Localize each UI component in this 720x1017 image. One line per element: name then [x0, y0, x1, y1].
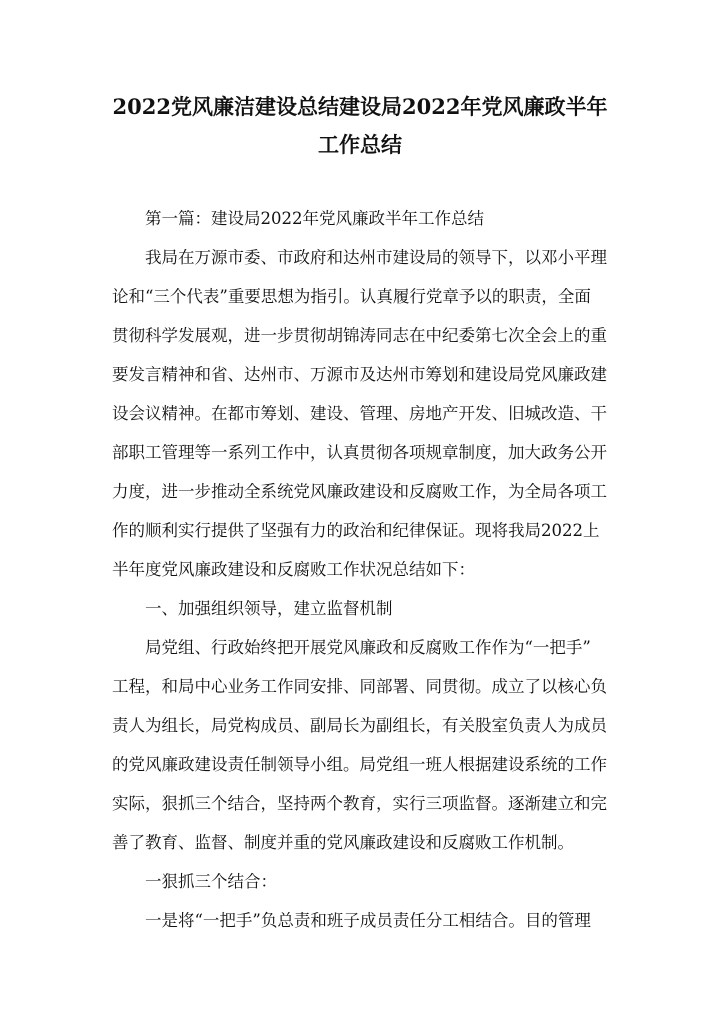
paragraph-line: 部职工管理等一系列工作中，认真贯彻各项规章制度，加大政务公开 [112, 443, 607, 462]
paragraph-line: 工程，和局中心业务工作同安排、同部署、同贯彻。成立了以核心负 [112, 677, 607, 696]
paragraph-line: 责人为组长，局党构成员、副局长为副组长，有关股室负责人为成员 [112, 716, 607, 735]
section-heading: 第一篇：建设局2022年党风廉政半年工作总结 [145, 209, 484, 228]
paragraph-line: 我局在万源市委、市政府和达州市建设局的领导下，以邓小平理 [145, 248, 607, 267]
paragraph-line: 贯彻科学发展观，进一步贯彻胡锦涛同志在中纪委第七次全会上的重 [112, 326, 607, 345]
paragraph-line: 力度，进一步推动全系统党风廉政建设和反腐败工作，为全局各项工 [112, 482, 607, 501]
paragraph-line: 一是将“一把手”负总责和班子成员责任分工相结合。目的管理 [145, 911, 591, 930]
list-heading: 一狠抓三个结合： [145, 872, 277, 891]
paragraph-line: 作的顺利实行提供了坚强有力的政治和纪律保证。现将我局2022上 [112, 521, 600, 540]
paragraph-line: 论和“三个代表”重要思想为指引。认真履行党章予以的职责，全面 [112, 287, 591, 306]
paragraph-line: 的党风廉政建设责任制领导小组。局党组一班人根据建设系统的工作 [112, 755, 607, 774]
paragraph-line: 半年度党风廉政建设和反腐败工作状况总结如下： [112, 560, 475, 579]
subsection-heading: 一、加强组织领导，建立监督机制 [145, 599, 393, 618]
paragraph-line: 局党组、行政始终把开展党风廉政和反腐败工作作为“一把手” [145, 638, 591, 657]
paragraph-line: 设会议精神。在都市筹划、建设、管理、房地产开发、旧城改造、干 [112, 404, 607, 423]
title-line-2: 工作总结 [318, 132, 402, 157]
paragraph-line: 善了教育、监督、制度并重的党风廉政建设和反腐败工作机制。 [112, 833, 574, 852]
title-line-1: 2022党风廉洁建设总结建设局2022年党风廉政半年 [112, 94, 608, 119]
paragraph-line: 实际，狠抓三个结合，坚持两个教育，实行三项监督。逐渐建立和完 [112, 794, 607, 813]
document-title [100, 88, 620, 164]
paragraph-line: 要发言精神和省、达州市、万源市及达州市筹划和建设局党风廉政建 [112, 365, 607, 384]
